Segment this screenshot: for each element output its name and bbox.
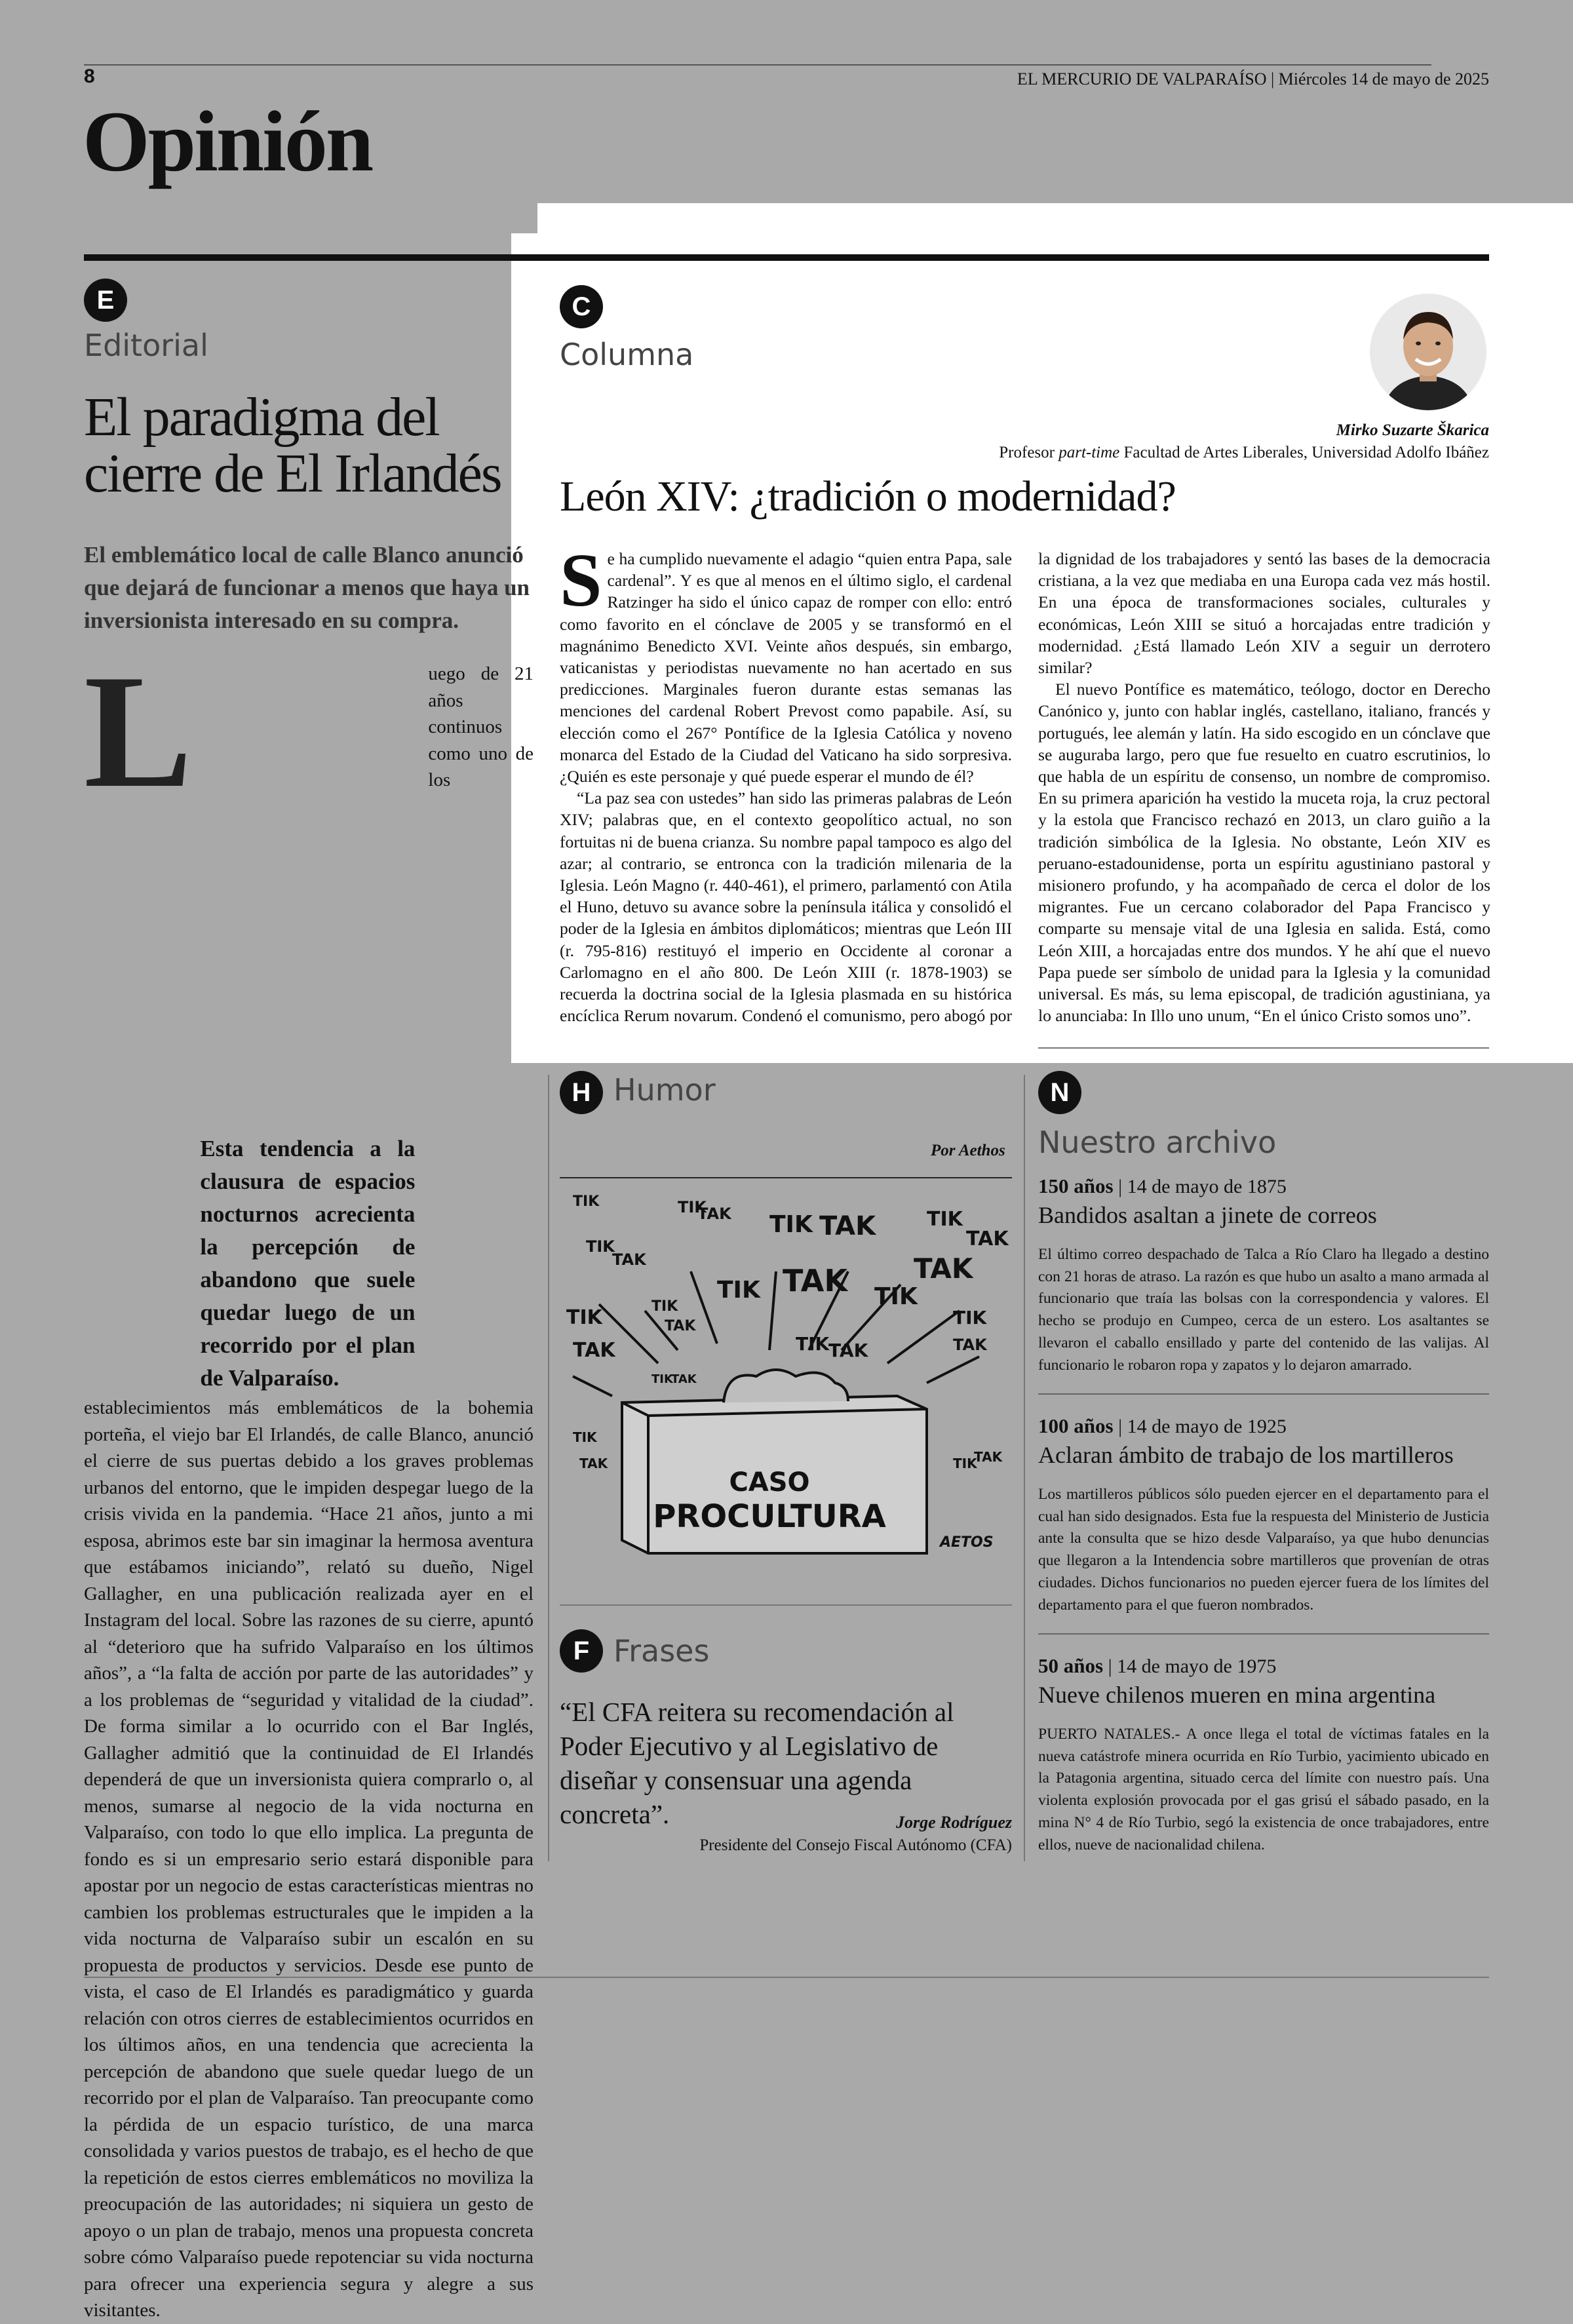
editorial-headline: El paradigma del cierre de El Irlandés: [84, 387, 501, 504]
column-paragraph: “La paz sea con ustedes” han sido las primeras palabras de León XIV; palabras que, en el contexto geopolítico actual, no son fortuitas ni de buena crianza. Su nombre papal tampoco es algo del azar; al contrario, se entronca con la tradición milenaria de la Iglesia. León Magno (r. 440-461), el primero, parlamentó con Atila el Huno, detuvo su avance sobre la península itálica y consolidó el poder de la Iglesia en ámbitos diplomáticos; mientras que León III (r. 795-816) restituyó el imperio en Occidente al coronar a Carlomagno en el año 800. De León XIII (r. 1878-1903) se recuerda la doctrina social de la Iglesia plasmada en su histórica encíclica Rerum novarum. Condenó el comunismo, pero abogó por la dignidad de los trabajadores y sentó las bases de la democracia cristiana, a la vez que mediaba en una Europa cada vez más hostil. En una época de transformaciones sociales, culturales y económicas, León XIII se situó a horcajadas entre tradición y modernidad. ¿Está llamado León XIV a seguir un derrotero similar?: [560, 549, 1490, 1026]
svg-text:TAK: TAK: [573, 1339, 615, 1362]
editorial-pull-quote: Esta tendencia a la clausura de espacios nocturnos acrecienta la percepción de abandono que suele quedar luego de un recorrido por el plan de Valparaíso.: [200, 1136, 416, 1391]
humor-rule: [560, 1177, 1012, 1178]
column-drop-cap: S: [560, 539, 602, 623]
column-author: [999, 419, 1489, 464]
section-title: Opinión: [83, 93, 372, 189]
column-badge: C: [560, 285, 603, 328]
svg-text:TIK: TIK: [678, 1198, 707, 1216]
svg-text:TAK: TAK: [665, 1318, 696, 1334]
frases-author: Jorge Rodríguez: [896, 1813, 1012, 1832]
top-rule: [84, 64, 1431, 66]
cartoon-illustration: [560, 1180, 1012, 1566]
archive-date: | 14 de mayo de 1875: [1118, 1176, 1287, 1197]
archive-years: 150 años: [1038, 1174, 1114, 1197]
editorial-body-text: uego de 21 años continuos como uno de los establecimientos más emblemáticos de la bohemia porteña, el viejo bar El Irlandés, de calle Blanco, anunció el cierre de sus puertas debido a los graves problemas urbanos del entorno, que le impiden despegar luego de la crisis vivida en la pandemia. “Hace 21 años, junto a mi esposa, abrimos este bar sin imaginar la hermosa aventura que estábamos iniciando”, relató su dueño, Nigel Gallagher, en una publicación realizada ayer en el Instagram del local. Sobre las razones de su cierre, apuntó al “deterioro que ha sufrido Valparaíso en los últimos años”, a “la falta de acción por parte de las autoridades” y a los problemas de “seguridad y vitalidad de la ciudad”. De forma similar a lo ocurrido con el Bar Inglés, Gallagher admitió que la continuidad de El Irlandés dependerá de que un inversionista quiera comprarlo o, al menos, sumarse al negocio de la vida nocturna en Valparaíso, con todo lo que ello implica. La pregunta de fondo es si un empresario serio estará disponible para apostar por un negocio de estas características mientras no cambien los problemas estructurales que le impiden a la vida nocturna de Valparaíso subir un escalón en su propuesta de productos y servicios. Desde ese punto de vista, el caso de El Irlandés es paradigmático y guarda relación con otros cierres de establecimientos ocurridos en los últimos años, en una tendencia que acrecienta la percepción de abandono que suele quedar luego de un recorrido por el plan de Valparaíso. Tan preocupante como la pérdida de un espacio turístico, de una marca consolidada y varios puestos de trabajo, es el hecho de que la repetición de estos cierres emblemáticos no moviliza la preocupación de las autoridades; ni siquiera un gesto de apoyo o un plan de trabajo, menos una propuesta concreta sobre cómo Valparaíso puede repotenciar su vida nocturna para ofrecer una experiencia segura y alegre a sus visitantes.: [84, 663, 534, 2321]
svg-text:TIK: TIK: [769, 1211, 813, 1238]
author-name: Mirko Suzarte Škarica: [1336, 421, 1489, 439]
humor-badge: H: [560, 1071, 603, 1114]
cartoon-signature: AETOS: [940, 1534, 994, 1551]
svg-text:TAK: TAK: [953, 1336, 987, 1354]
svg-text:TIK: TIK: [796, 1333, 830, 1355]
archive-title: Aclaran ámbito de trabajo de los martilleros: [1038, 1442, 1454, 1468]
svg-text:TIK: TIK: [586, 1237, 615, 1256]
archive-separator: [1038, 1393, 1489, 1395]
svg-text:TIK: TIK: [927, 1208, 963, 1231]
humor-byline: Por Aethos: [931, 1142, 1005, 1159]
svg-text:TIK: TIK: [953, 1456, 977, 1471]
archive-years: 100 años: [1038, 1414, 1114, 1437]
cartoon-tik: TIK: [573, 1193, 600, 1210]
svg-text:TAK: TAK: [828, 1340, 868, 1361]
archive-body: PUERTO NATALES.- A once llega el total de víctimas fatales en la nueva catástrofe minera ocurrida en Río Turbio, yacimiento ubicado en la Patagonia argentina, situado cerca del límite con nuestro país. Una violenta explosión provocada por el gas grisú el sábado pasado, en la mina N° 4 de Río Turbio, segó la existencia de once trabajadores, entre ellos, nueve de nacionalidad chilena.: [1038, 1726, 1489, 1853]
column-kicker: Columna: [560, 337, 694, 372]
archive-item: [1038, 1174, 1489, 1376]
column-body: [560, 539, 1490, 1026]
column-paragraph: El nuevo Pontífice es matemático, teólogo, doctor en Derecho Canónico y, junto con hablar inglés, castellano, italiano, francés y portugués, lee alemán y latín. Ha sido escogido en un cónclave que se auguraba largo, pero que fue resuelto en cuatro escrutinios, lo que habla de un espíritu de consenso, un nombre de compromiso. En su primera aparición ha vestido la muceta roja, la cruz pectoral y la estola que Francisco rechazó en 2013, un claro guiño a la tradición simbólica de la Iglesia. No obstante, León XIV es peruano-estadounidense, porta un espíritu agustiniano pastoral y misionero profundo, y ha acompañado de cerca el dolor de los migrantes. Fue un cercano colaborador del Papa Francisco y comparte su mensaje vital de una Iglesia en salida. Está, como León XIII, a horcajadas entre dos mundos. Y he ahí que el nuevo Papa puede ser símbolo de unidad para la Iglesia y la comunidad universal. Es más, su lema episcopal, de tradición agustiniana, ya lo anunciaba: In Illo uno unum, “En el único Cristo somos uno”.: [1038, 680, 1490, 1026]
archive-badge: N: [1038, 1071, 1081, 1114]
archive-separator: [1038, 1633, 1489, 1635]
svg-text:TIK: TIK: [874, 1283, 918, 1310]
author-photo: [1370, 294, 1486, 410]
svg-text:TIK: TIK: [717, 1277, 760, 1304]
archive-title: Bandidos asaltan a jinete de correos: [1038, 1202, 1377, 1228]
svg-text:TAK: TAK: [671, 1372, 697, 1386]
column-headline: León XIV: ¿tradición o modernidad?: [560, 473, 1176, 520]
footer-rule: [84, 1977, 1489, 1978]
humor-kicker: Humor: [613, 1072, 716, 1108]
svg-text:TAK: TAK: [819, 1211, 876, 1241]
editorial-deck: El emblemático local de calle Blanco anunció que dejará de funcionar a menos que haya un inversionista interesado en su compra.: [84, 542, 530, 633]
archive-item: [1038, 1414, 1489, 1616]
svg-text:TAK: TAK: [914, 1252, 973, 1285]
archive-title: Nueve chilenos mueren en mina argentina: [1038, 1682, 1436, 1708]
svg-text:TIK: TIK: [573, 1429, 597, 1445]
svg-text:TIK: TIK: [566, 1306, 602, 1329]
archive-date: | 14 de mayo de 1975: [1108, 1656, 1277, 1677]
column-end-rule: [1038, 1047, 1489, 1049]
column-paragraph: e ha cumplido nuevamente el adagio “quien entra Papa, sale cardenal”. Y es que al menos en el último siglo, el cardenal Ratzinger ha sido el único capaz de romper con ello: entró como favorito en el cónclave de 2005 y se transformó en el magnánimo Benedicto XVI. Veinte años después, sin embargo, vaticanistas y periodistas nuevamente no han acertado en sus predicciones. Marginales fueron durante estas semanas las menciones del cardenal Robert Prevost como papabile. Así, su elección como el 267° Pontífice de la Iglesia Católica y noveno monarca del Estado de la Ciudad del Vaticano ha sido sorpresiva. ¿Quién es este personaje y qué puede esperar el mundo de él?: [560, 549, 1012, 786]
page-number: 8: [84, 66, 95, 87]
archive-body: El último correo despachado de Talca a Río Claro ha llegado a destino con 21 horas de atraso. La razón es que hubo un asalto a mano armada al funcionario que traía las bolsas con la correspondencia y valores. El hecho se produjo en Cumpeo, cerca de un estero. Los asaltantes se llevaron el caballo ensillado y parte del contenido de las valijas. Al funcionario le robaron ropa y zapatos y lo dejaron amarrado.: [1038, 1246, 1489, 1374]
column-divider: [548, 1075, 549, 1861]
archive-date: | 14 de mayo de 1925: [1118, 1416, 1287, 1437]
svg-text:TAK: TAK: [966, 1228, 1009, 1250]
frases-quote: “El CFA reitera su recomendación al Poder Ejecutivo y al Legislativo de diseñar y consensuar una agenda concreta”.: [560, 1697, 954, 1829]
svg-text:TAK: TAK: [697, 1205, 731, 1223]
archive-divider: [1024, 1075, 1025, 1861]
section-rule: [84, 254, 1489, 261]
author-role: Profesor part-time Facultad de Artes Liberales, Universidad Adolfo Ibáñez: [999, 444, 1489, 461]
editorial-body: [84, 641, 534, 2324]
svg-text:TAK: TAK: [579, 1456, 608, 1471]
svg-text:TIK: TIK: [651, 1298, 678, 1315]
frases-kicker: Frases: [613, 1633, 710, 1669]
humor-end-rule: [560, 1604, 1012, 1606]
svg-text:TIK: TIK: [651, 1372, 673, 1386]
cartoon-label-caso: CASO: [729, 1467, 810, 1498]
archive-kicker: Nuestro archivo: [1038, 1125, 1277, 1160]
frases-badge: F: [560, 1629, 603, 1673]
svg-text:TAK: TAK: [974, 1449, 1003, 1465]
editorial-drop-cap: L: [84, 641, 193, 821]
svg-text:TAK: TAK: [783, 1263, 848, 1298]
svg-text:TIK: TIK: [953, 1307, 987, 1328]
cartoon-label-procultura: PROCULTURA: [653, 1498, 886, 1535]
editorial-kicker: Editorial: [84, 328, 208, 363]
masthead: EL MERCURIO DE VALPARAÍSO | Miércoles 14 de mayo de 2025: [1017, 69, 1489, 88]
archive-item: [1038, 1654, 1489, 1856]
archive-years: 50 años: [1038, 1654, 1104, 1677]
panel-notch: [511, 203, 537, 233]
svg-text:TAK: TAK: [612, 1250, 646, 1269]
editorial-badge: E: [84, 279, 127, 322]
frases-role: Presidente del Consejo Fiscal Autónomo (CFA): [699, 1836, 1012, 1854]
archive-body: Los martilleros públicos sólo pueden ejercer en el departamento para el cual han sido designados. Esta fue la respuesta del Ministerio de Justicia ante la consulta que se hizo desde Valparaíso, ya que hubo denuncias que llegaron a la Intendencia sobre martilleros que provenían de otras ciudades. Dichos funcionarios no pueden ejercer fuera de los límites del departamento para el que fueron nombrados.: [1038, 1486, 1489, 1614]
